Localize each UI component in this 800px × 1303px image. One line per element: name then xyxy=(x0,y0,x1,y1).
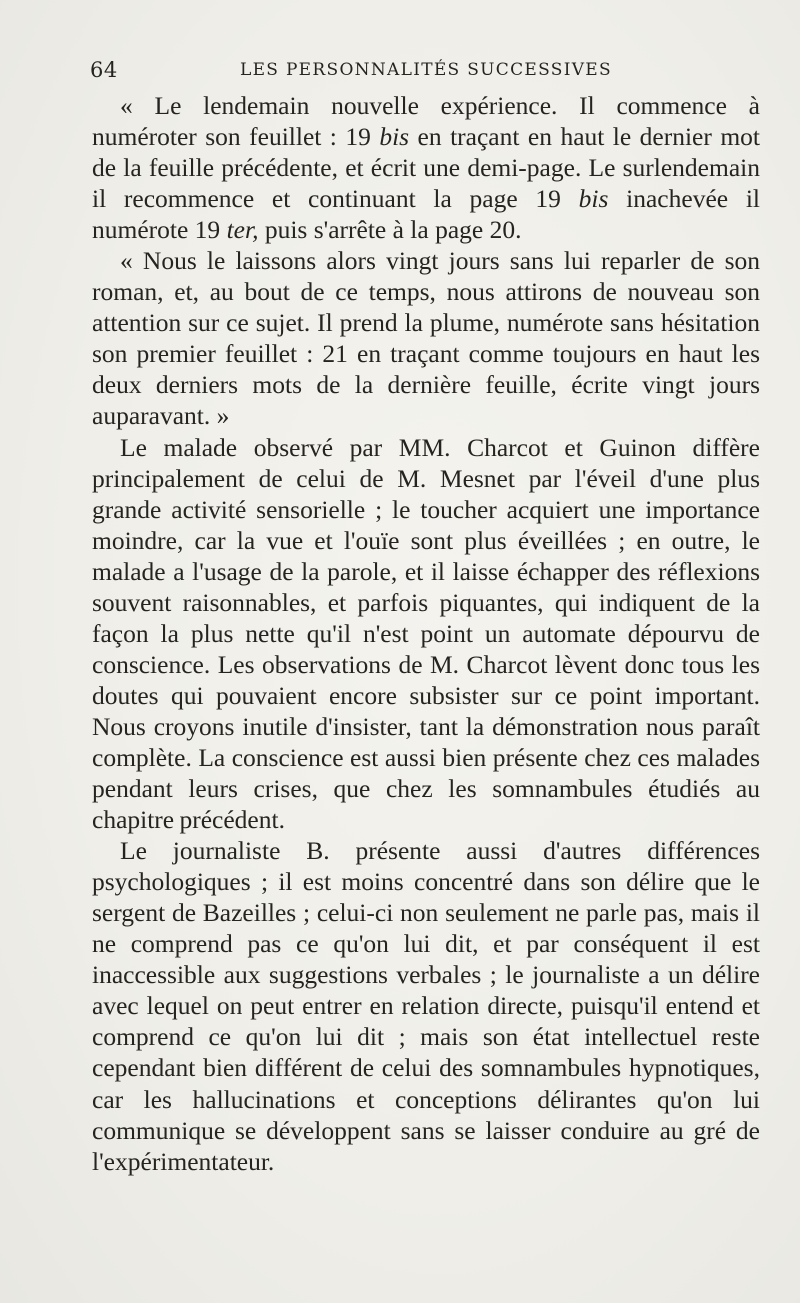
text-run: puis s'arrête à la page 20. xyxy=(258,215,522,245)
page-header xyxy=(90,58,760,88)
text-run: inachevée il numérote 19 xyxy=(92,184,760,245)
text-run: Le journaliste B. présente aussi d'autres différences psychologiques ; il est moins concentré dans son délire que le sergent de Bazeilles ; celui-ci non seulement ne parle pas, mais il ne comprend pas ce qu'on lui dit, et par conséquent il est inaccessible aux suggestions verbales ; le journaliste a un délire avec lequel on peut entrer en relation directe, puisqu'il entend et comprend ce qu'on lui dit ; mais son état intellectuel reste cependant bien différent de celui des somnambules hypnotiques, car les hallucinations et conceptions délirantes qu'on lui communique se développent sans se laisser conduire au gré de l'expérimentateur. xyxy=(92,836,760,1176)
text-run: « Le lendemain nouvelle expérience. Il commence à numéroter son feuillet : 19 xyxy=(92,91,760,152)
body-text xyxy=(92,90,760,1177)
page-number: 64 xyxy=(90,58,118,82)
text-run: Le malade observé par MM. Charcot et Guinon diffère principalement de celui de M. Mesnet par l'éveil d'une plus grande activité sensorielle ; le toucher acquiert une importance moindre, car la vue et l'ouïe sont plus éveillées ; en outre, le malade a l'usage de la parole, et il laisse échapper des réflexions souvent raisonnables, et parfois piquantes, qui indiquent de la façon la plus nette qu'il n'est point un automate dépourvu de conscience. Les observations de M. Charcot lèvent donc tous les doutes qui pouvaient encore subsister sur ce point important. Nous croyons inutile d'insister, tant la démonstration nous paraît complète. La conscience est aussi bien présente chez ces malades pendant leurs crises, que chez les somnambules étudiés au chapitre précédent. xyxy=(92,432,760,835)
italic-text: ter, xyxy=(226,215,259,245)
paragraph-1 xyxy=(92,90,760,245)
italic-text: bis xyxy=(379,122,410,152)
paragraph-2 xyxy=(92,245,760,431)
text-run: en traçant en haut le dernier mot de la feuille précédente, et écrit une demi-page. Le surlendemain il recommence et continuant la page 19 xyxy=(92,122,761,214)
paragraph-4 xyxy=(92,835,760,1177)
italic-text: bis xyxy=(578,184,609,214)
text-run: « Nous le laissons alors vingt jours sans lui reparler de son roman, et, au bout de ce temps, nous attirons de nouveau son attention sur ce sujet. Il prend la plume, numérote sans hésitation son premier feuillet : 21 en traçant comme toujours en haut les deux derniers mots de la dernière feuille, écrite vingt jours auparavant. » xyxy=(92,246,760,431)
running-title: LES PERSONNALITÉS SUCCESSIVES xyxy=(240,60,612,80)
paragraph-3 xyxy=(92,432,760,836)
